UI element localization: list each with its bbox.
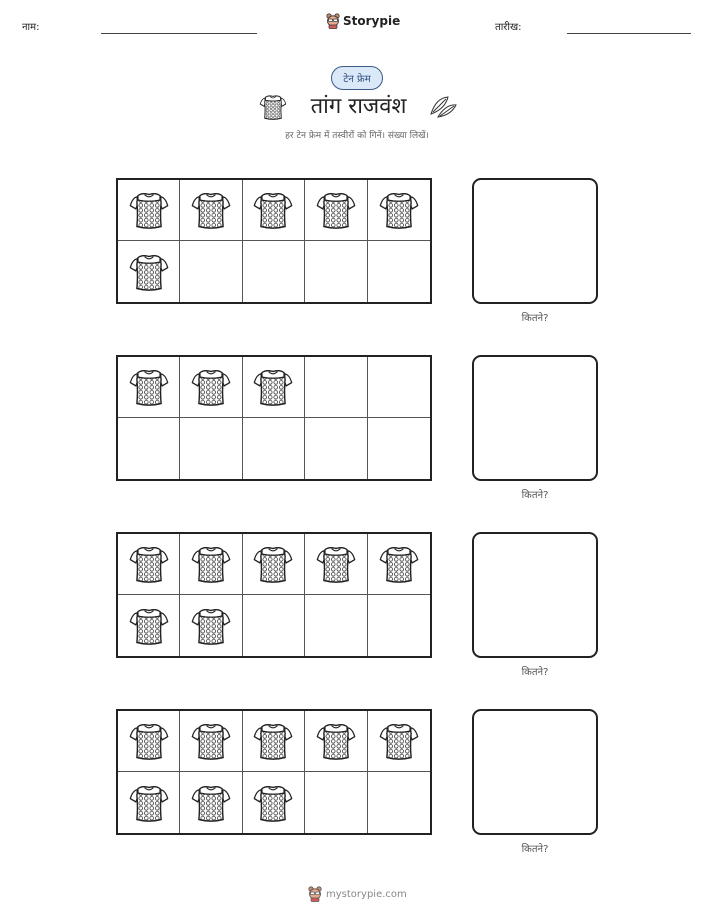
frame-cell [118,595,180,656]
armor-icon [258,92,288,122]
frame-cell [180,418,242,479]
armor-icon [127,541,171,587]
frame-cell [118,772,180,833]
answer-box[interactable] [472,532,598,658]
brand-name: Storypie [343,14,401,28]
armor-icon [377,187,421,233]
answer-prompt: कितने? [521,844,549,855]
armor-icon [127,603,171,649]
name-label: नाम: [22,22,40,33]
armor-icon [127,187,171,233]
answer-box[interactable] [472,709,598,835]
frame-cell [368,241,430,302]
frame-cell [305,534,367,595]
frame-cell [368,711,430,772]
frame-cell [180,711,242,772]
frame-cell [180,595,242,656]
frame-cell [243,241,305,302]
date-label: तारीख: [495,22,522,33]
footer [308,886,407,902]
frame-cell [305,418,367,479]
armor-icon [189,718,233,764]
instructions: हर टेन फ्रेम में तस्वीरों को गिनें। संख्या लिखें। [285,131,429,141]
frame-cell [180,241,242,302]
leaves-icon [428,94,458,120]
date-field-line[interactable] [567,33,691,34]
armor-icon [189,364,233,410]
frame-cell [243,418,305,479]
page-title: तांग राजवंश [310,94,407,119]
frame-cell [180,534,242,595]
frame-cell [118,357,180,418]
armor-icon [189,541,233,587]
armor-icon [189,187,233,233]
armor-icon [189,603,233,649]
ten-frame [116,709,432,835]
armor-icon [127,249,171,295]
frame-cell [305,772,367,833]
armor-icon [314,541,358,587]
frame-cell [118,534,180,595]
answer-box[interactable] [472,178,598,304]
answer-box[interactable] [472,355,598,481]
frame-cell [368,534,430,595]
answer-prompt: कितने? [521,667,549,678]
armor-icon [251,718,295,764]
brand-logo [326,13,400,29]
mascot-icon [326,13,340,29]
frame-cell [368,772,430,833]
frame-cell [180,357,242,418]
armor-icon [314,718,358,764]
frame-cell [305,241,367,302]
answer-prompt: कितने? [521,490,549,501]
frame-cell [368,418,430,479]
frame-cell [118,180,180,241]
frame-cell [305,357,367,418]
ten-frame [116,355,432,481]
frame-cell [368,357,430,418]
frame-cell [118,241,180,302]
armor-icon [377,718,421,764]
frame-cell [180,180,242,241]
armor-icon [251,780,295,826]
frame-cell [243,534,305,595]
ten-frame [116,178,432,304]
armor-icon [251,187,295,233]
answer-prompt: कितने? [521,313,549,324]
frame-cell [243,711,305,772]
frame-cell [180,772,242,833]
armor-icon [251,541,295,587]
ten-frame [116,532,432,658]
footer-url: mystorypie.com [326,888,407,900]
frame-cell [368,180,430,241]
frame-cell [243,357,305,418]
armor-icon [314,187,358,233]
frame-cell [243,180,305,241]
frame-cell [305,180,367,241]
frame-cell [368,595,430,656]
armor-icon [127,718,171,764]
topic-badge: टेन फ्रेम [331,66,383,90]
mascot-icon [308,886,322,902]
frame-cell [243,595,305,656]
frame-cell [118,418,180,479]
frame-cell [243,772,305,833]
frame-cell [118,711,180,772]
armor-icon [377,541,421,587]
frame-cell [305,595,367,656]
armor-icon [189,780,233,826]
armor-icon [127,780,171,826]
armor-icon [251,364,295,410]
name-field-line[interactable] [101,33,257,34]
armor-icon [127,364,171,410]
frame-cell [305,711,367,772]
